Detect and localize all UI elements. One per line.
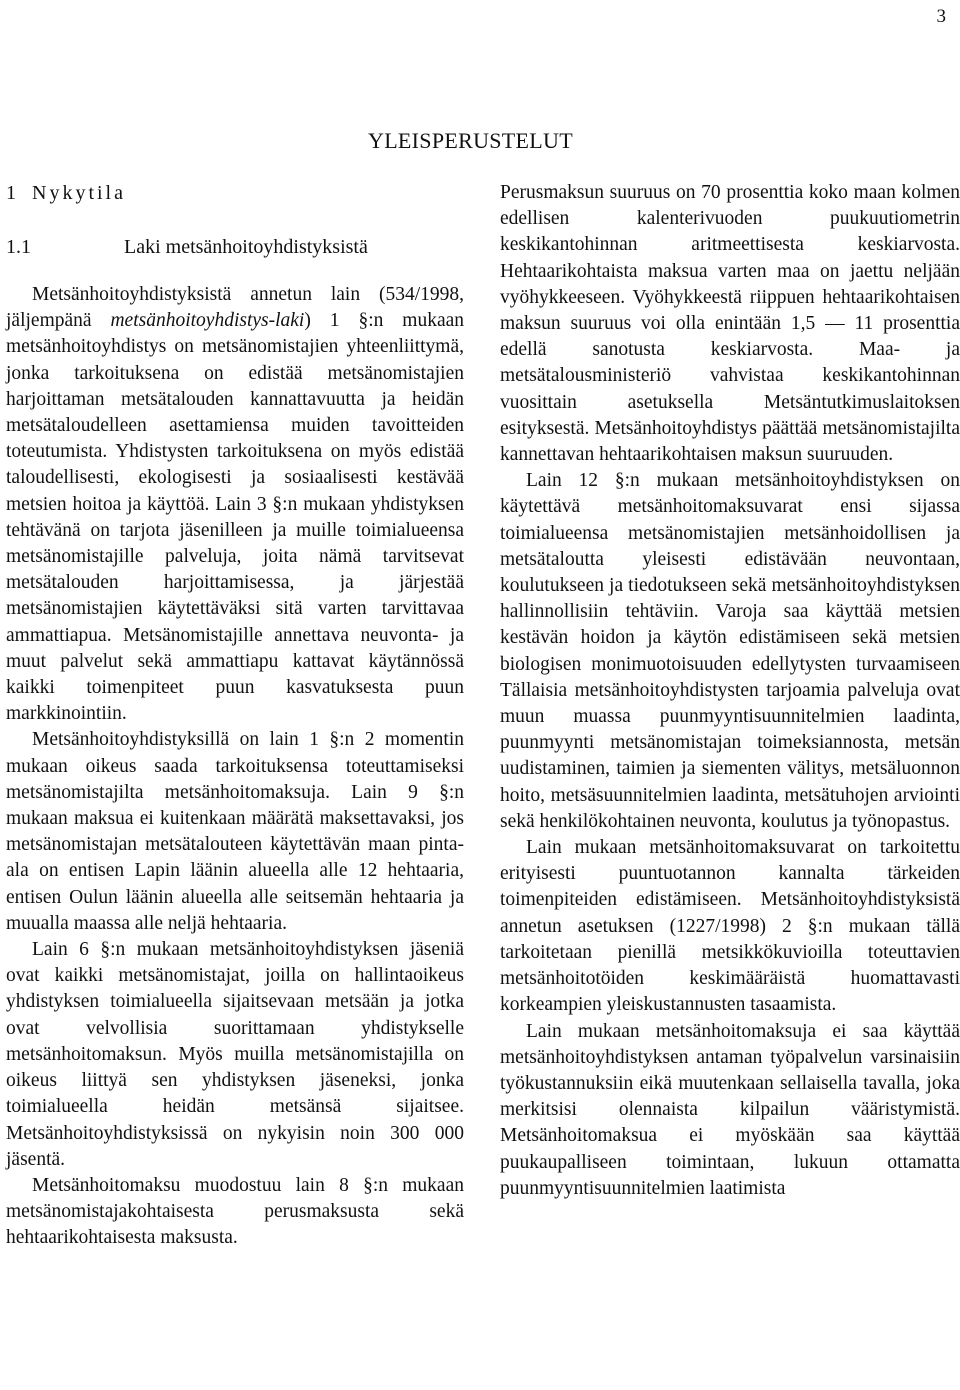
paragraph: Lain mukaan metsänhoitomaksuvarat on tarkoitettu erityisesti puuntuotannon kannalta tärkeiden toimenpiteiden edistämiseen. Metsänhoitoyhdistyksistä annetun asetuksen (1227/1998) 2 §:n mukaan tällä tarkoitetaan pienillä metsikkökuvioilla toteuttavien metsänhoitotöiden keskimääräistä huomattavasti korkeampien yleiskustannusten tasaamista. [500, 837, 960, 1016]
paragraph: Lain mukaan metsänhoitomaksuja ei saa käyttää metsänhoitoyhdistyksen antaman työpalvelun varsinaisiin työkustannuksiin eikä muutenkaan sellaisella tavalla, joka merkitsisi olennaista kilpailun vääristymistä. Metsänhoitomaksua ei myöskään saa käyttää puukaupalliseen toimintaan, lukuun ottamatta puunmyyntisuunnitelmien laatimista [500, 1020, 960, 1199]
right-column [500, 180, 960, 1202]
document-heading: YLEISPERUSTELUT [368, 128, 573, 153]
subsection-number: 1.1 [6, 236, 31, 258]
section-number: 1 [6, 182, 16, 204]
paragraph [6, 282, 464, 727]
paragraph-text: Metsänhoitoyhdistyksistä annetun lain (534/1998, jäljempänä [6, 284, 464, 332]
paragraph: Metsänhoitoyhdistyksillä on lain 1 §:n 2 momentin mukaan oikeus saada tarkoituksensa toteuttamiseksi metsänomistajilta metsänhoitomaksuja. Lain 9 §:n mukaan maksua ei kuitenkaan määrätä maksettavaksi, jos metsänomistajan metsätalouteen käytettävän maan pinta-ala on entisen Lapin läänin alueella alle 12 hehtaaria, entisen Oulun läänin alueella alle seitsemän hehtaaria ja muualla maassa alle neljä hehtaaria. [6, 729, 464, 934]
subsection-title: Laki metsänhoitoyhdistyksistä [124, 236, 368, 258]
paragraph: Metsänhoitomaksu muodostuu lain 8 §:n mukaan metsänomistajakohtaisesta perusmaksusta sekä hehtaarikohtaisesta maksusta. [6, 1174, 464, 1249]
law-short-name: metsänhoitoyhdistys-laki [110, 310, 305, 332]
subsection-heading [6, 234, 464, 260]
paragraph: Lain 6 §:n mukaan metsänhoitoyhdistyksen jäseniä ovat kaikki metsänomistajat, joilla on hallintaoikeus yhdistyksen toimialueella sijaitsevaan metsään ja jotka ovat velvollisia suorittamaan yhdistykselle metsänhoitomaksun. Myös muilla metsänomistajilla on oikeus liittyä sen yhdistyksen jäseneksi, jonka toimialueella heidän metsänsä sijaitsee. Metsänhoitoyhdistyksissä on nykyisin noin 300 000 jäsentä. [6, 939, 464, 1170]
paragraph: Lain 12 §:n mukaan metsänhoitoyhdistyksen on käytettävä metsänhoitomaksuvarat ensi sijassa toimialueensa metsänomistajien metsänhoidollisen ja metsätaloutta yleisesti edistävään neuvontaan, koulutukseen ja tiedotukseen sekä metsänhoitoyhdistyksen hallinnollisiin tehtäviin. Varoja saa käyttää metsien kestävän hoidon ja käytön edistämiseen sekä metsien biologisen monimuotoisuuden edellytysten turvaamiseen Tällaisia metsänhoitoyhdistysten tarjoamia palveluja ovat muun muassa puunmyyntisuunnitelmien laadinta, puunmyynti metsänomistajan toimeksiannosta, metsän uudistaminen, taimien ja siementen välitys, metsäluonnon hoito, metsäsuunnitelmien laadinta, metsätuhojen arviointi sekä henkilökohtainen neuvonta, koulutus ja työnopastus. [500, 470, 960, 832]
left-column [6, 180, 464, 1252]
page-number: 3 [936, 6, 946, 27]
section-heading [6, 180, 464, 206]
paragraph: Perusmaksun suuruus on 70 prosenttia koko maan kolmen edellisen kalenterivuoden puukuutiometrin keskikantohinnan aritmeettisesta keskiarvosta. Hehtaarikohtaista maksua varten maa on jaettu neljään vyöhykkeeseen. Vyöhykkeestä riippuen hehtaarikohtaisen maksun suuruus voi olla enintään 1,5 — 11 prosenttia edellä sanotusta keskiarvosta. Maa- ja metsätalousministeriö vahvistaa keskikantohinnan vuosittain asetuksella Metsäntutkimuslaitoksen esityksestä. Metsänhoitoyhdistys päättää metsänomistajilta kannettavan hehtaarikohtaisen maksun suuruuden. [500, 182, 960, 466]
section-title: Nykytila [32, 182, 126, 204]
paragraph-text: ) 1 §:n mukaan metsänhoitoyhdistys on metsänomistajien yhteenliittymä, jonka tarkoituksena on edistää metsänomistajien harjoittaman metsätalouden kannattavuutta ja heidän metsätaloudelleen asettamiensa muiden tavoitteiden toteutumista. Yhdistysten tarkoituksena on myös edistää taloudellisesti, ekologisesti ja sosiaalisesti kestävää metsien hoitoa ja käyttöä. Lain 3 §:n mukaan yhdistyksen tehtävänä on tarjota jäsenilleen ja muille toimialueensa metsänomistajille palveluja, joita nämä tarvitsevat metsätalouden harjoittamisessa, ja järjestää metsänomistajien käytettäväksi sitä varten tarvittavaa ammattiapua. Metsänomistajille annettava neuvonta- ja muut palvelut sekä ammattiapu kattavat käytännössä kaikki toimenpiteet puun kasvatuksesta puun markkinointiin. [6, 310, 465, 725]
